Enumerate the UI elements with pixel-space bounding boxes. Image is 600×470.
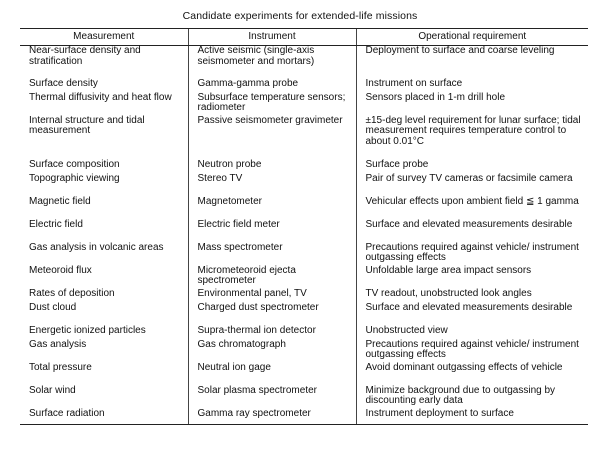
table-row [20, 243, 588, 266]
measurement-cell: Energetic ionized particles [29, 324, 146, 336]
header-row [20, 29, 588, 46]
table-row [20, 197, 588, 220]
table-row [20, 409, 588, 425]
measurement-cell: Dust cloud [29, 301, 77, 313]
operational-requirement-cell: Avoid dominant outgassing effects of vehicle [356, 363, 588, 386]
instrument-cell: Passive seismometer gravimeter [188, 116, 356, 160]
table-row [20, 160, 588, 174]
table-row [20, 116, 588, 160]
operational-requirement-cell: Minimize background due to outgassing by discounting early data [356, 386, 588, 409]
instrument-cell: Environmental panel, TV [188, 289, 356, 303]
measurement-cell: Total pressure [29, 361, 92, 373]
operational-requirement-cell: Precautions required against vehicle/ instrument outgassing effects [356, 243, 588, 266]
column-header-instrument: Instrument [188, 29, 356, 46]
instrument-cell: Magnetometer [188, 197, 356, 220]
measurement-cell: Rates of deposition [29, 287, 115, 299]
table-row [20, 46, 588, 79]
operational-requirement-cell: Surface and elevated measurements desirable [356, 303, 588, 326]
measurement-cell: Magnetic field [29, 195, 91, 207]
operational-requirement-cell: Instrument deployment to surface [356, 409, 588, 425]
instrument-cell: Mass spectrometer [188, 243, 356, 266]
measurement-cell: Electric field [29, 218, 83, 230]
measurement-cell: Near-surface density and stratification [29, 45, 141, 67]
instrument-cell: Stereo TV [188, 174, 356, 197]
operational-requirement-cell: Precautions required against vehicle/ instrument outgassing effects [356, 340, 588, 363]
instrument-cell: Neutral ion gage [188, 363, 356, 386]
operational-requirement-cell: Deployment to surface and coarse leveling [356, 46, 588, 79]
instrument-cell: Electric field meter [188, 220, 356, 243]
operational-requirement-cell: Unfoldable large area impact sensors [356, 266, 588, 289]
table-row [20, 220, 588, 243]
operational-requirement-cell: Vehicular effects upon ambient field ≦ 1 gamma [356, 197, 588, 220]
instrument-cell: Active seismic (single-axis seismometer and mortars) [188, 46, 356, 79]
measurement-cell: Gas analysis in volcanic areas [29, 241, 164, 253]
table-row [20, 93, 588, 116]
measurement-cell: Meteoroid flux [29, 264, 92, 276]
measurement-cell: Topographic viewing [29, 172, 120, 184]
table-row [20, 266, 588, 289]
operational-requirement-cell: Surface and elevated measurements desirable [356, 220, 588, 243]
table-row [20, 174, 588, 197]
instrument-cell: Charged dust spectrometer [188, 303, 356, 326]
instrument-cell: Gamma ray spectrometer [188, 409, 356, 425]
measurement-cell: Surface radiation [20, 409, 188, 425]
column-header-measurement: Measurement [20, 29, 188, 46]
instrument-cell: Gas chromatograph [188, 340, 356, 363]
table-row [20, 386, 588, 409]
operational-requirement-cell: Unobstructed view [356, 326, 588, 340]
table-row [20, 363, 588, 386]
table-row [20, 289, 588, 303]
operational-requirement-cell: TV readout, unobstructed look angles [356, 289, 588, 303]
instrument-cell: Neutron probe [188, 160, 356, 174]
instrument-cell: Gamma-gamma probe [188, 79, 356, 93]
column-header-operational-requirement: Operational requirement [356, 29, 588, 46]
instrument-cell: Micrometeoroid ejecta spectrometer [188, 266, 356, 289]
table-row [20, 340, 588, 363]
measurement-cell: Thermal diffusivity and heat flow [29, 91, 172, 103]
operational-requirement-cell: ±15-deg level requirement for lunar surface; tidal measurement requires temperature control to about 0.01°C [356, 116, 588, 160]
operational-requirement-cell: Sensors placed in 1-m drill hole [356, 93, 588, 116]
measurement-cell: Gas analysis [29, 338, 87, 350]
operational-requirement-cell: Pair of survey TV cameras or facsimile camera [356, 174, 588, 197]
instrument-cell: Supra-thermal ion detector [188, 326, 356, 340]
measurement-cell: Internal structure and tidal measurement [29, 114, 145, 136]
experiments-table [20, 28, 588, 425]
measurement-cell: Surface density [29, 77, 98, 89]
table-row [20, 79, 588, 93]
instrument-cell: Solar plasma spectrometer [188, 386, 356, 409]
table-row [20, 303, 588, 326]
operational-requirement-cell: Instrument on surface [356, 79, 588, 93]
measurement-cell: Solar wind [29, 384, 76, 396]
table-row [20, 326, 588, 340]
table-body [20, 46, 588, 425]
operational-requirement-cell: Surface probe [356, 160, 588, 174]
measurement-cell: Surface composition [29, 158, 120, 170]
instrument-cell: Subsurface temperature sensors; radiometer [188, 93, 356, 116]
table-title: Candidate experiments for extended-life missions [182, 10, 418, 22]
